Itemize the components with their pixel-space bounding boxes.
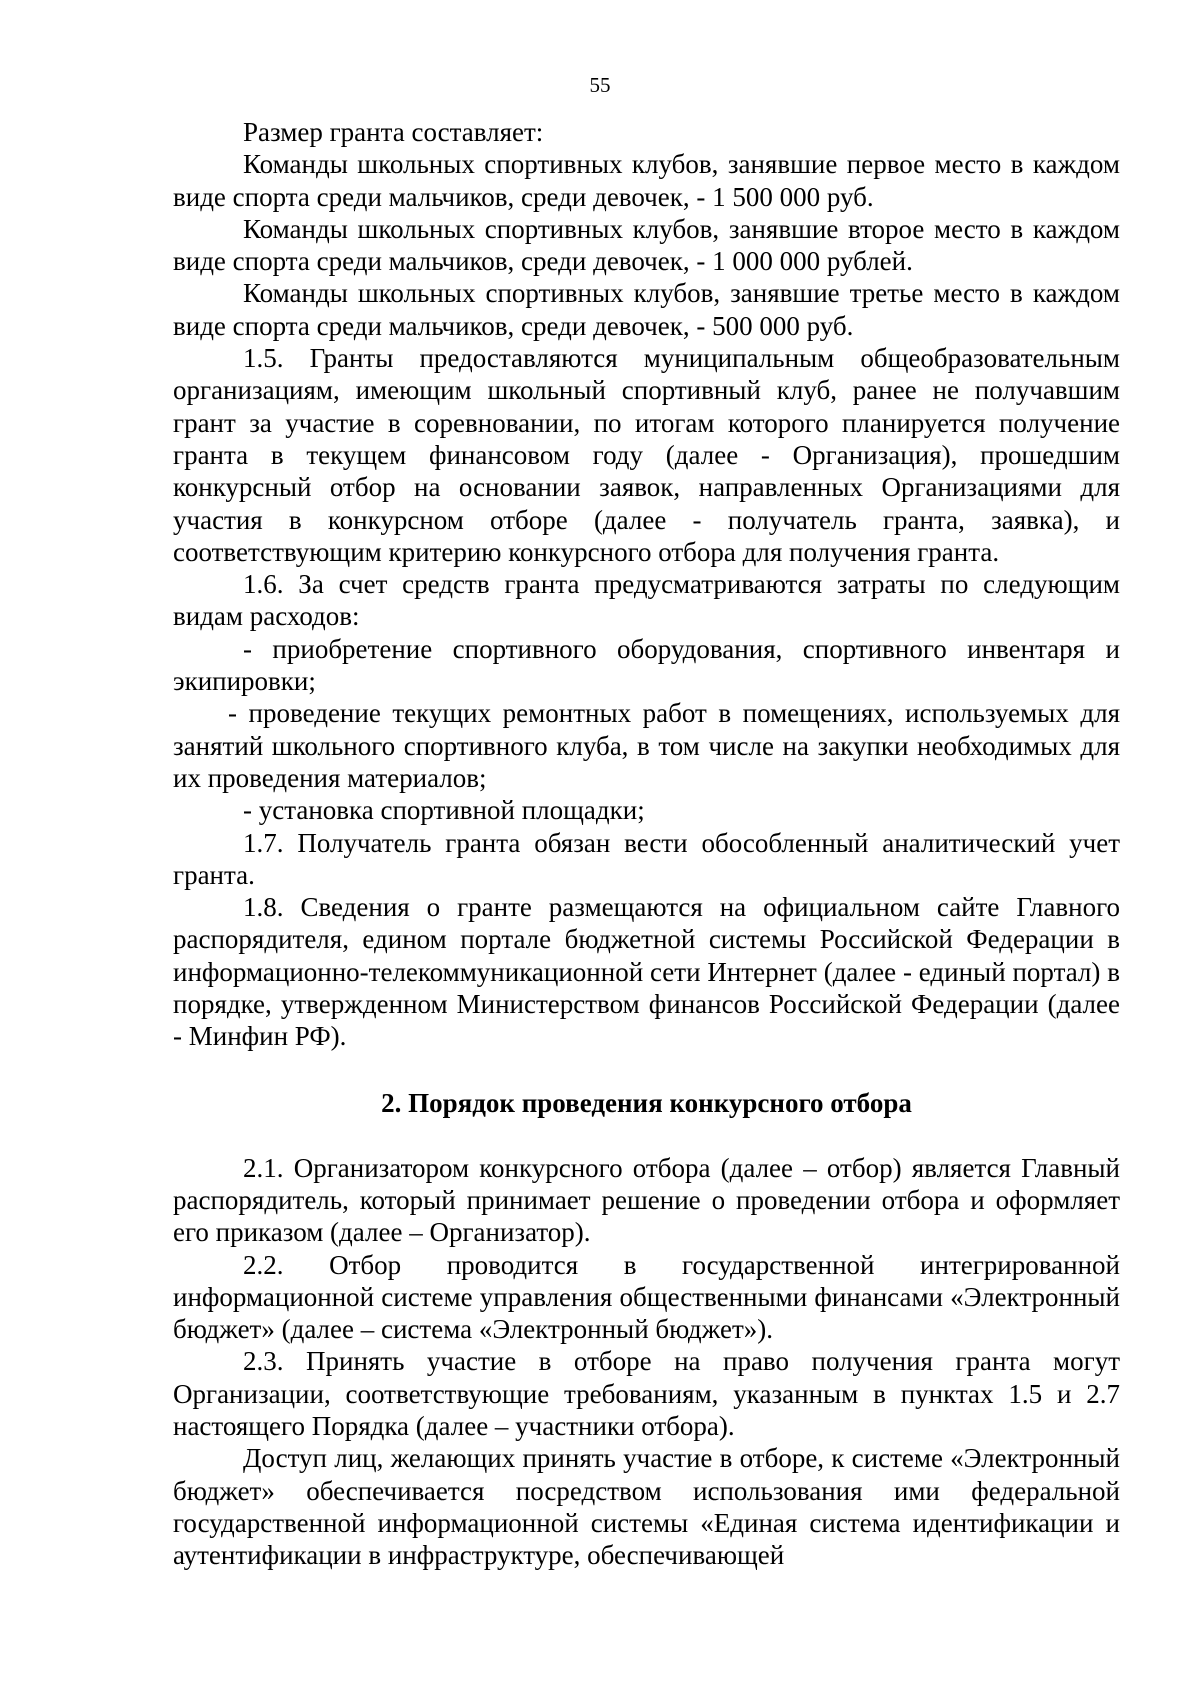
list-item-sports-ground: - установка спортивной площадки; — [243, 795, 645, 826]
page-number: 55 — [589, 73, 611, 97]
paragraph-2-2: 2.2. Отбор проводится в государственной интегрированной информационной системе управления общественными финансами «Электронный бюджет» (далее – система «Электронный бюджет»). — [173, 1249, 1120, 1345]
paragraph-third-place: Команды школьных спортивных клубов, занявшие третье место в каждом виде спорта среди мальчиков, среди девочек, - 500 000 руб. — [173, 278, 1120, 341]
paragraph-1-8: 1.8. Сведения о гранте размещаются на официальном сайте Главного распорядителя, едином портале бюджетной системы Российской Федерации в информационно-телекоммуникационной сети Интернет (далее - единый портал) в порядке, утвержденном Министерством финансов Российской Федерации (далее - Минфин РФ). — [173, 892, 1120, 1052]
paragraph-second-place: Команды школьных спортивных клубов, занявшие второе место в каждом виде спорта среди мальчиков, среди девочек, - 1 000 000 рублей. — [173, 213, 1120, 277]
list-item-repairs: - проведение текущих ремонтных работ в помещениях, используемых для занятий школьного спортивного клуба, в том числе на закупки необходимых для их проведения материалов; — [173, 698, 1120, 793]
paragraph-1-6: 1.6. За счет средств гранта предусматриваются затраты по следующим видам расходов: — [173, 569, 1120, 632]
paragraph-2-1: 2.1. Организатором конкурсного отбора (далее – отбор) является Главный распорядитель, который принимает решение о проведении отбора и оформляет его приказом (далее – Организатор). — [173, 1152, 1120, 1248]
paragraph-grant-size-intro: Размер гранта составляет: — [243, 117, 544, 147]
paragraph-1-7: 1.7. Получатель гранта обязан вести обособленный аналитический учет гранта. — [173, 827, 1120, 890]
paragraph-access: Доступ лиц, желающих принять участие в отборе, к системе «Электронный бюджет» обеспечивается посредством использования ими федеральной государственной информационной системы «Единая система идентификации и аутентификации в инфраструктуре, обеспечивающей — [173, 1443, 1120, 1571]
paragraph-1-5: 1.5. Гранты предоставляются муниципальным общеобразовательным организациям, имеющим школьный спортивный клуб, ранее не получавшим грант за участие в соревновании, по итогам которого планируется получение гранта в текущем финансовом году (далее - Организация), прошедшим конкурсный отбор на основании заявок, направленных Организациями для участия в конкурсном отборе (далее - получатель гранта, заявка), и соответствующим критерию конкурсного отбора для получения гранта. — [173, 343, 1120, 567]
list-item-equipment: - приобретение спортивного оборудования, спортивного инвентаря и экипировки; — [173, 633, 1120, 697]
document-body — [173, 116, 1120, 1571]
paragraph-first-place: Команды школьных спортивных клубов, занявшие первое место в каждом виде спорта среди мальчиков, среди девочек, - 1 500 000 руб. — [173, 149, 1120, 212]
paragraph-2-3: 2.3. Принять участие в отборе на право получения гранта могут Организации, соответствующие требованиям, указанным в пунктах 1.5 и 2.7 настоящего Порядка (далее – участники отбора). — [173, 1346, 1120, 1441]
section-2-heading: 2. Порядок проведения конкурсного отбора — [381, 1087, 912, 1118]
